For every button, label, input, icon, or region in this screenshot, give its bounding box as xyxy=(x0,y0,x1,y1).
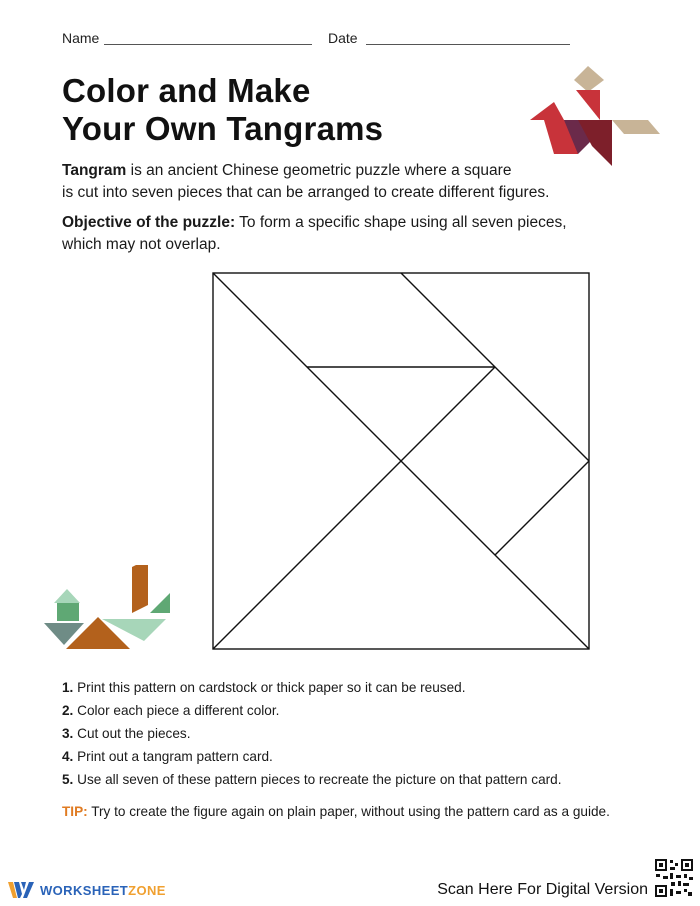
intro-paragraph: Tangram is an ancient Chinese geometric puzzle where a square is cut into seven pieces that can be arranged to create different figures. xyxy=(62,162,550,201)
list-item: 2. Color each piece a different color. xyxy=(62,703,280,718)
date-field[interactable] xyxy=(366,44,570,45)
tip-label: TIP: xyxy=(62,804,88,819)
pattern-diagonal-lower-left xyxy=(213,367,495,649)
page-title xyxy=(62,72,383,148)
tangram-pattern xyxy=(210,271,592,651)
objective-paragraph: Objective of the puzzle: To form a specific shape using all seven pieces, which may not overlap. xyxy=(62,214,567,253)
list-item: 3. Cut out the pieces. xyxy=(62,726,191,741)
list-item: 1. Print this pattern on cardstock or thick paper so it can be reused. xyxy=(62,680,466,695)
date-label: Date xyxy=(328,30,358,46)
tip-note: TIP: Try to create the figure again on plain paper, without using the pattern card as a guide. xyxy=(62,804,610,819)
title-line-2: Your Own Tangrams xyxy=(62,110,384,147)
rider-head-piece xyxy=(574,66,604,92)
boat-flag-piece xyxy=(150,593,170,613)
name-field[interactable] xyxy=(104,44,312,45)
objective-label: Objective of the puzzle: xyxy=(62,214,236,231)
name-label: Name xyxy=(62,30,100,46)
list-item: 5. Use all seven of these pattern pieces to recreate the picture on that pattern card. xyxy=(62,772,562,787)
qr-code-icon[interactable] xyxy=(654,858,694,898)
rider-arm-piece xyxy=(576,90,600,120)
pattern-right-cut xyxy=(495,461,589,555)
horse-tail-piece xyxy=(612,120,660,134)
worksheetzone-logo[interactable] xyxy=(8,880,166,900)
instructions-list xyxy=(62,676,562,791)
horse-neck-piece xyxy=(530,102,564,120)
logo-w-icon xyxy=(8,880,34,900)
boat-illustration xyxy=(40,565,180,655)
tangram-term: Tangram xyxy=(62,162,127,179)
boat-mast-piece xyxy=(132,565,148,613)
logo-word-worksheet: WORKSHEET xyxy=(40,882,129,898)
boat-roof-piece xyxy=(54,589,80,603)
horse-rider-illustration xyxy=(520,62,670,172)
list-item: 4. Print out a tangram pattern card. xyxy=(62,749,273,764)
logo-word-zone: ZONE xyxy=(128,882,166,898)
title-line-1: Color and Make xyxy=(62,72,311,109)
scan-caption: Scan Here For Digital Version xyxy=(437,881,648,898)
boat-cabin-piece xyxy=(57,603,79,621)
